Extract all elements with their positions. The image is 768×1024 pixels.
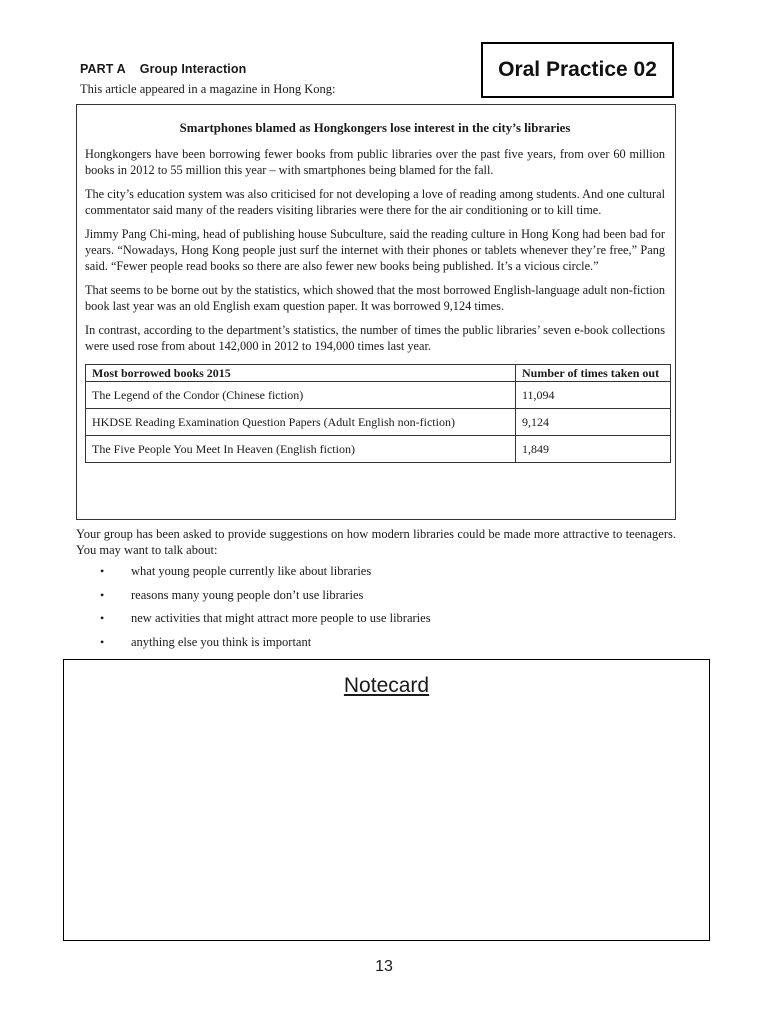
article-box [76, 104, 676, 520]
table-cell-count: 1,849 [516, 436, 671, 463]
table-row [86, 436, 671, 463]
article-paragraph: In contrast, according to the department’s statistics, the number of times the public libraries’ seven e-book collections were used rose from about 142,000 in 2012 to 194,000 times last year. [85, 323, 665, 353]
table-cell-title: HKDSE Reading Examination Question Papers (Adult English non-fiction) [86, 409, 516, 436]
intro-line: This article appeared in a magazine in Hong Kong: [80, 82, 336, 96]
table-cell-count: 9,124 [516, 409, 671, 436]
part-heading [80, 62, 246, 76]
list-item [100, 635, 431, 659]
part-label: PART A [80, 62, 126, 76]
page-number: 13 [375, 958, 393, 975]
oral-practice-badge: Oral Practice 02 [481, 42, 674, 98]
table-row [86, 382, 671, 409]
bullet-icon: • [100, 611, 105, 626]
article-headline: Smartphones blamed as Hongkongers lose interest in the city’s libraries [179, 121, 571, 135]
discussion-points [100, 564, 431, 658]
bullet-text: reasons many young people don’t use libraries [131, 587, 364, 602]
table-cell-count: 11,094 [516, 382, 671, 409]
article-paragraph: Hongkongers have been borrowing fewer books from public libraries over the past five years, from over 60 million books in 2012 to 55 million this year – with smartphones being blamed for the fall. [85, 147, 665, 177]
bullet-text: anything else you think is important [131, 634, 312, 649]
table-header-row [86, 365, 671, 382]
books-table [85, 364, 671, 463]
bullet-icon: • [100, 634, 105, 649]
table-header-title: Most borrowed books 2015 [86, 365, 516, 382]
part-title: Group Interaction [139, 62, 247, 76]
article-paragraph: That seems to be borne out by the statistics, which showed that the most borrowed English-language adult non-fiction book last year was an old English exam question paper. It was borrowed 9,124 times. [85, 283, 665, 313]
bullet-text: what young people currently like about libraries [131, 564, 372, 578]
bullet-icon: • [100, 587, 105, 602]
table-row [86, 409, 671, 436]
table-header-count: Number of times taken out [516, 365, 671, 382]
list-item [100, 611, 431, 635]
notecard-box[interactable] [63, 659, 710, 941]
bullet-icon: • [100, 564, 105, 578]
bullet-text: new activities that might attract more people to use libraries [131, 611, 431, 626]
task-instructions: Your group has been asked to provide suggestions on how modern libraries could be made more attractive to teenagers. You may want to talk about: [76, 527, 676, 557]
table-cell-title: The Five People You Meet In Heaven (English fiction) [86, 436, 516, 463]
article-paragraph: Jimmy Pang Chi-ming, head of publishing house Subculture, said the reading culture in Hong Kong had been bad for years. “Nowadays, Hong Kong people just surf the internet with their phones or tablets whenever they’re free,” Pang said. “Fewer people read books so there are also fewer new books being published. It’s a vicious circle.” [85, 227, 665, 273]
notecard-title: Notecard [343, 674, 430, 697]
table-cell-title: The Legend of the Condor (Chinese fiction) [86, 382, 516, 409]
list-item [100, 564, 431, 588]
article-paragraph: The city’s education system was also criticised for not developing a love of reading among students. And one cultural commentator said many of the readers visiting libraries were there for the air conditioning or to kill time. [85, 187, 665, 217]
list-item [100, 588, 431, 612]
